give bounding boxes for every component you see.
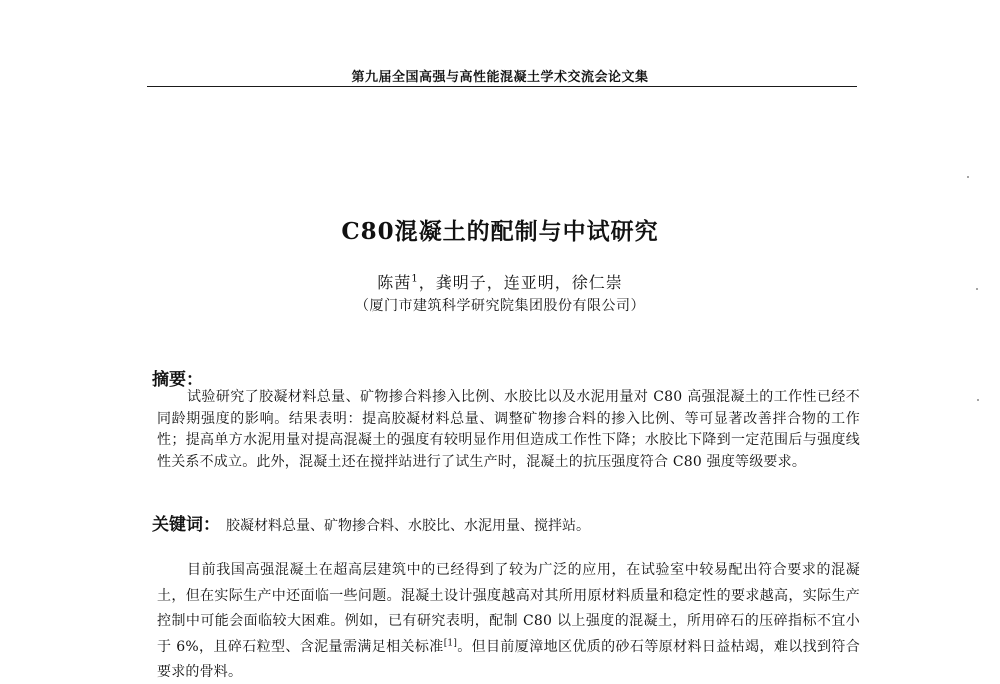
scan-speck [977,399,979,401]
body-text-part-1: 目前我国高强混凝土在超高层建筑中的已经得到了较为广泛的应用，在试验室中较易配出符合要求的混凝土，但在实际生产中还面临一些问题。混凝土设计强度越高对其所用原材料质量和稳定性的要求越高，实际生产控制中可能会面临较大困难。例如，已有研究表明，配制 C80 以上强度的混凝土，所用碎石的压碎指标不宜小于 6%，且碎石粒型、含泥量需满足相关标准 [157,562,860,655]
author-others: ，龚明子，连亚明，徐仁崇 [418,273,623,292]
running-header: 第九届全国高强与高性能混凝土学术交流会论文集 [351,70,649,85]
abstract-heading: 摘要： [152,370,203,390]
scan-speck [967,176,969,178]
paper-title: C80混凝土的配制与中试研究 [341,218,659,245]
keywords-label: 关键词： [152,515,220,535]
keywords-line [152,510,862,535]
author-line [0,270,1000,293]
abstract-text: 试验研究了胶凝材料总量、矿物掺合料掺入比例、水胶比以及水泥用量对 C80 高强混凝土的工作性已经不同龄期强度的影响。结果表明：提高胶凝材料总量、调整矿物掺合料的掺入比例、等可显著改善拌合物的工作性；提高单方水泥用量对提高混凝土的强度有较明显作用但造成工作性下降；水胶比下降到一定范围后与强度线性关系不成立。此外，混凝土还在搅拌站进行了试生产时，混凝土的抗压强度符合 C80 强度等级要求。 [157,389,860,470]
body-paragraph [157,558,860,684]
author-first: 陈茜 [377,273,412,292]
author-footnote-mark: 1 [411,273,419,285]
citation-ref: [1] [443,637,458,648]
author-affiliation: （厦门市建筑科学研究院集团股份有限公司） [355,298,645,314]
header-rule [147,86,857,87]
keywords-text: 胶凝材料总量、矿物掺合料、水胶比、水泥用量、搅拌站。 [226,518,590,534]
body-text-part-2: 。但目前厦漳地区优质的砂石等原材料日益枯竭，难以找到符合要求的骨料。 [157,638,860,680]
